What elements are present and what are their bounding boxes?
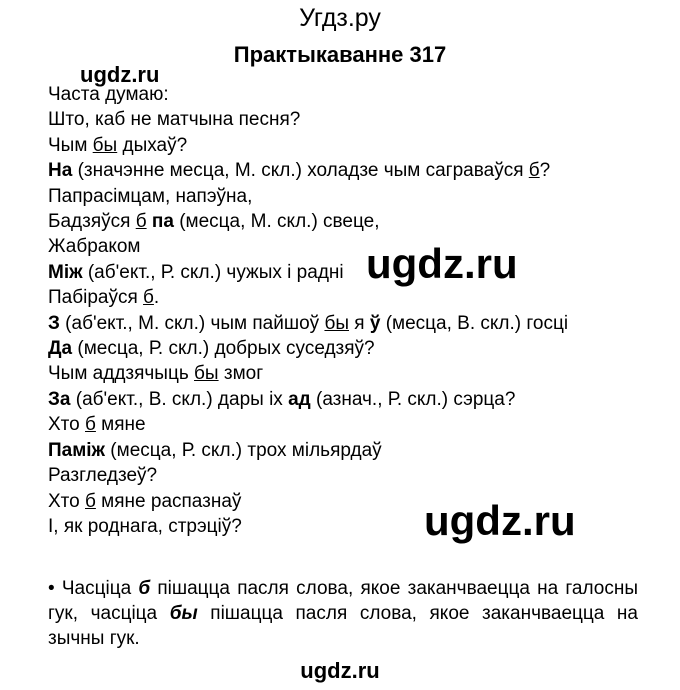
poem-line: Хто б мяне [48,414,146,436]
poem-text [48,82,568,539]
poem-line: Папрасімцам, напэўна, [48,185,253,207]
poem-line: Бадзяўся б па (месца, М. скл.) свеце, [48,211,380,233]
poem-line: Жабраком [48,236,141,258]
rule-note: • Часціца б пішацца пасля слова, якое заканчваецца на галосны гук, часціца бы пішацца пасля слова, якое заканчваецца на зычны гук. [48,578,638,649]
poem-line: Да (месца, Р. скл.) добрых суседзяў? [48,338,375,360]
poem-line: Між (аб'ект., Р. скл.) чужых і радні [48,261,344,283]
poem-line: І, як роднага, стрэціў? [48,515,242,537]
poem-line: Часта думаю: [48,84,169,105]
poem-line: Разгледзеў? [48,465,158,487]
poem-line: Чым аддзячыць бы змог [48,363,264,385]
poem-line: Хто б мяне распазнаў [48,490,242,512]
watermark-footer: ugdz.ru [300,658,380,683]
watermark-top-left: ugdz.ru [80,62,160,87]
exercise-title: Практыкаванне 317 [233,42,447,67]
poem-line: З (аб'ект., М. скл.) чым пайшоў бы я ў (месца, В. скл.) госці [48,312,569,334]
poem-line: Паміж (месца, Р. скл.) трох мільярдаў [48,439,382,461]
watermark-middle: ugdz.ru [366,240,518,287]
poem-line: За (аб'ект., В. скл.) дары іх ад (азнач., Р. скл.) сэрца? [48,388,516,410]
poem-line: Пабіраўся б. [48,287,160,309]
site-header: Угдз.ру [299,4,381,32]
poem-line: Што, каб не матчына песня? [48,109,301,131]
poem-line: На (значэнне месца, М. скл.) холадзе чым саграваўся б? [48,160,551,182]
poem-line: Чым бы дыхаў? [48,134,188,156]
watermark-lower: ugdz.ru [424,497,576,544]
